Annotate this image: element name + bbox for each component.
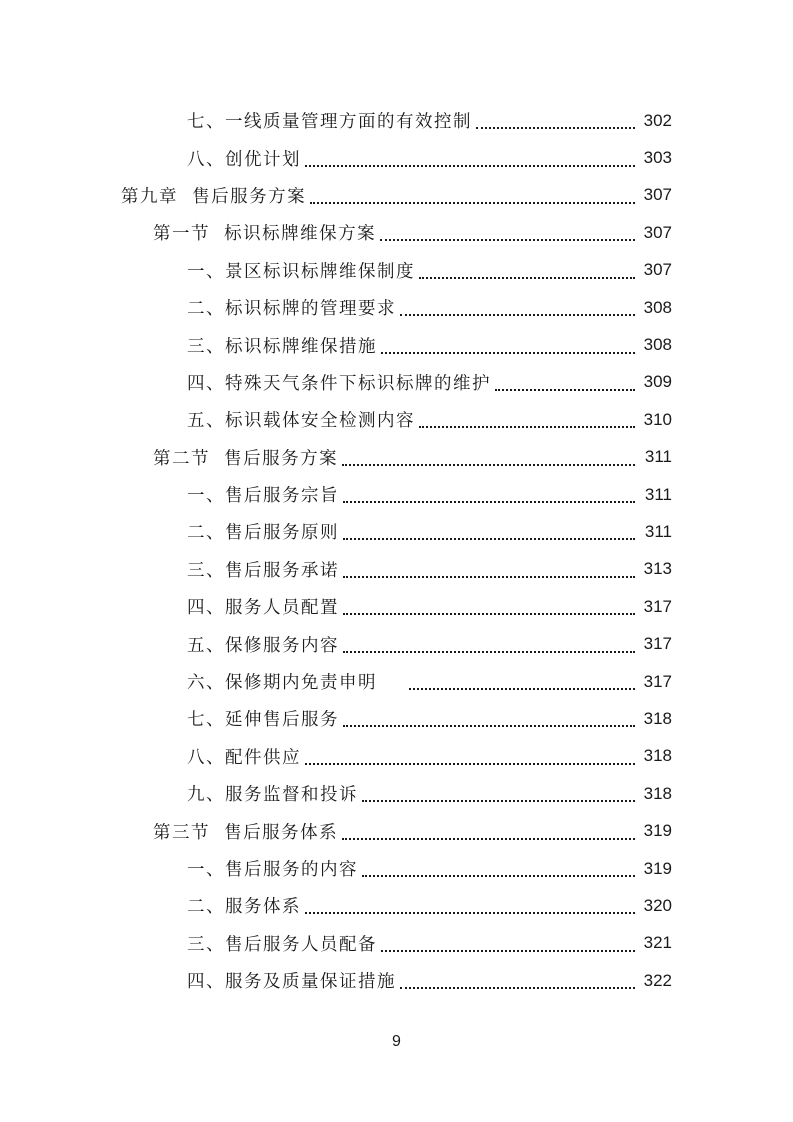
toc-entry[interactable] xyxy=(187,738,672,775)
toc-entry[interactable] xyxy=(153,214,672,251)
dot-leader xyxy=(343,575,635,578)
dot-leader xyxy=(342,837,635,840)
toc-entry[interactable] xyxy=(187,925,672,962)
toc-entry-page: 308 xyxy=(637,298,672,318)
toc-entry-page: 311 xyxy=(637,522,672,542)
dot-leader xyxy=(495,388,635,391)
toc-entry-page: 307 xyxy=(637,223,672,243)
toc-entry-title: 五、保修服务内容 xyxy=(187,632,341,657)
toc-entry-page: 317 xyxy=(637,672,672,692)
toc-entry-page: 318 xyxy=(637,746,672,766)
toc-entry-title: 第三节 售后服务体系 xyxy=(153,819,340,844)
toc-entry-page: 309 xyxy=(637,372,672,392)
dot-leader xyxy=(381,351,635,354)
toc-entry-page: 311 xyxy=(637,447,672,467)
toc-entry-page: 321 xyxy=(637,933,672,953)
toc-entry-title: 六、保修期内免责申明 xyxy=(187,669,407,694)
toc-entry-title: 三、售后服务承诺 xyxy=(187,557,341,582)
dot-leader xyxy=(400,313,635,316)
toc-entry-title: 八、创优计划 xyxy=(187,146,303,171)
page-number: 9 xyxy=(392,1033,401,1050)
toc-entry-page: 320 xyxy=(637,896,672,916)
toc-entry-page: 310 xyxy=(637,410,672,430)
toc-entry[interactable] xyxy=(187,139,672,176)
toc-entry-title: 第一节 标识标牌维保方案 xyxy=(153,220,378,245)
toc-entry[interactable] xyxy=(187,326,672,363)
dot-leader xyxy=(419,276,635,279)
toc-entry-page: 317 xyxy=(637,634,672,654)
table-of-contents xyxy=(0,102,793,999)
toc-entry-title: 二、售后服务原则 xyxy=(187,519,341,544)
toc-entry-title: 三、售后服务人员配备 xyxy=(187,931,379,956)
dot-leader xyxy=(310,201,635,204)
toc-entry[interactable] xyxy=(187,775,672,812)
toc-entry-page: 317 xyxy=(637,597,672,617)
dot-leader xyxy=(343,724,635,727)
toc-entry-title: 三、标识标牌维保措施 xyxy=(187,333,379,358)
dot-leader xyxy=(419,425,635,428)
toc-entry-title: 八、配件供应 xyxy=(187,744,303,769)
toc-entry-page: 307 xyxy=(637,185,672,205)
toc-entry[interactable] xyxy=(187,850,672,887)
toc-entry[interactable] xyxy=(187,962,672,999)
toc-entry-title: 九、服务监督和投诉 xyxy=(187,781,360,806)
toc-entry-title: 第二节 售后服务方案 xyxy=(153,445,340,470)
dot-leader xyxy=(409,687,635,690)
toc-entry-title: 七、一线质量管理方面的有效控制 xyxy=(187,108,474,133)
toc-entry[interactable] xyxy=(187,700,672,737)
toc-entry[interactable] xyxy=(121,177,672,214)
toc-entry-title: 四、服务人员配置 xyxy=(187,594,341,619)
dot-leader xyxy=(343,537,635,540)
toc-entry-page: 303 xyxy=(637,148,672,168)
dot-leader xyxy=(381,949,635,952)
toc-entry[interactable] xyxy=(187,476,672,513)
toc-entry[interactable] xyxy=(187,401,672,438)
dot-leader xyxy=(380,238,635,241)
toc-entry-page: 319 xyxy=(637,859,672,879)
toc-entry-title: 一、售后服务的内容 xyxy=(187,856,360,881)
toc-entry-page: 302 xyxy=(637,111,672,131)
dot-leader xyxy=(362,799,635,802)
dot-leader xyxy=(342,463,635,466)
dot-leader xyxy=(476,126,635,129)
toc-entry-title: 五、标识载体安全检测内容 xyxy=(187,407,417,432)
toc-entry-title: 第九章 售后服务方案 xyxy=(121,183,308,208)
dot-leader xyxy=(362,874,635,877)
toc-entry[interactable] xyxy=(187,252,672,289)
toc-entry[interactable] xyxy=(187,289,672,326)
toc-entry-title: 七、延伸售后服务 xyxy=(187,706,341,731)
dot-leader xyxy=(343,500,635,503)
toc-entry[interactable] xyxy=(187,625,672,662)
toc-entry-page: 313 xyxy=(637,559,672,579)
toc-entry[interactable] xyxy=(187,887,672,924)
toc-entry-page: 318 xyxy=(637,784,672,804)
toc-entry[interactable] xyxy=(187,513,672,550)
dot-leader xyxy=(343,612,635,615)
toc-entry[interactable] xyxy=(187,663,672,700)
toc-entry[interactable] xyxy=(153,439,672,476)
toc-entry-title: 二、标识标牌的管理要求 xyxy=(187,295,398,320)
toc-entry-title: 一、景区标识标牌维保制度 xyxy=(187,258,417,283)
dot-leader xyxy=(305,762,635,765)
dot-leader xyxy=(343,650,635,653)
toc-entry-page: 307 xyxy=(637,260,672,280)
dot-leader xyxy=(305,164,635,167)
toc-entry-title: 四、服务及质量保证措施 xyxy=(187,968,398,993)
toc-entry-title: 四、特殊天气条件下标识标牌的维护 xyxy=(187,370,493,395)
toc-entry[interactable] xyxy=(187,102,672,139)
toc-entry-page: 308 xyxy=(637,335,672,355)
dot-leader xyxy=(400,986,635,989)
toc-entry[interactable] xyxy=(153,812,672,849)
toc-entry-title: 一、售后服务宗旨 xyxy=(187,482,341,507)
toc-entry-page: 318 xyxy=(637,709,672,729)
toc-entry-title: 二、服务体系 xyxy=(187,893,303,918)
toc-entry-page: 319 xyxy=(637,821,672,841)
toc-entry[interactable] xyxy=(187,551,672,588)
dot-leader xyxy=(305,911,635,914)
toc-entry-page: 311 xyxy=(637,485,672,505)
toc-entry[interactable] xyxy=(187,588,672,625)
toc-entry-page: 322 xyxy=(637,971,672,991)
toc-entry[interactable] xyxy=(187,364,672,401)
